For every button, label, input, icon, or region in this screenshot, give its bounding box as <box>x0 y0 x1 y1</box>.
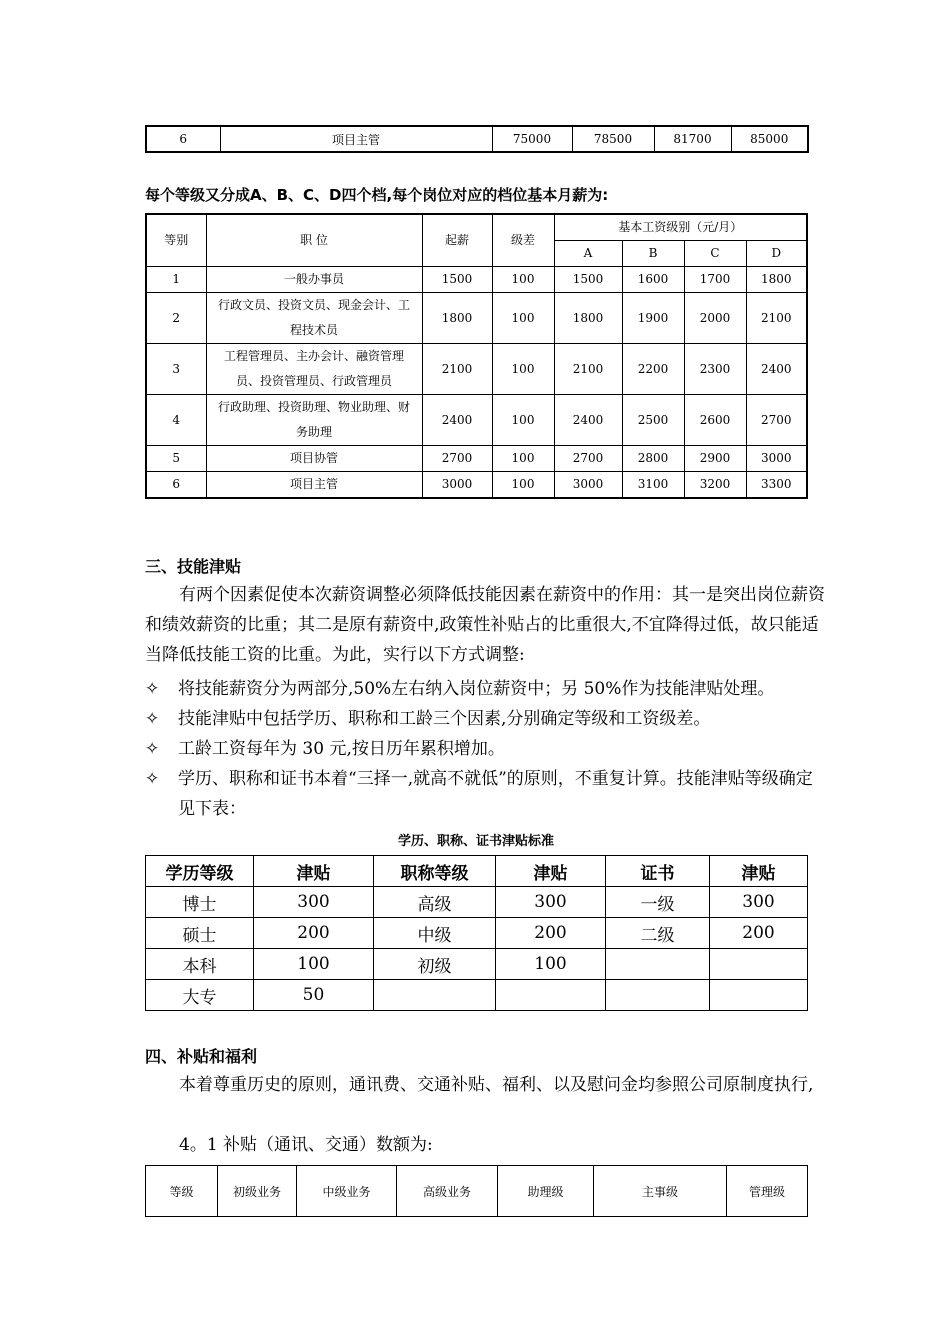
cell-start: 2100 <box>422 344 492 395</box>
table-cell: 50 <box>254 980 374 1011</box>
cell-grade: 3 <box>146 344 206 395</box>
cell-a: 2400 <box>554 395 622 446</box>
table-cell: 100 <box>496 949 606 980</box>
table-row <box>146 267 807 293</box>
cell-start: 1500 <box>422 267 492 293</box>
table-cell: 200 <box>710 918 808 949</box>
table-cell: 博士 <box>146 887 254 918</box>
cell-d: 1800 <box>746 267 807 293</box>
table-cell <box>496 980 606 1011</box>
cell-a: 3000 <box>554 472 622 499</box>
paragraph: 有两个因素促使本次薪资调整必须降低技能因素在薪资中的作用：其一是突出岗位薪资和绩效薪资的比重；其二是原有薪资中,政策性补贴占的比重很大,不宜降得过低，故只能适当降低技能工资的比重。为此，实行以下方式调整: <box>145 585 825 665</box>
cell-position: 项目协管 <box>206 446 422 472</box>
header-cell: 学历等级 <box>146 856 254 887</box>
cell-c: 2600 <box>684 395 746 446</box>
table-cell: 85000 <box>731 126 808 152</box>
table-row <box>146 446 807 472</box>
table-cell: 初级 <box>374 949 496 980</box>
cell-diff: 100 <box>492 472 554 499</box>
table-cell: 200 <box>254 918 374 949</box>
cell-grade: 1 <box>146 267 206 293</box>
table-cell <box>606 980 710 1011</box>
header-a: A <box>554 241 622 267</box>
list-item <box>145 764 825 819</box>
header-cell: 津贴 <box>710 856 808 887</box>
cell-c: 2300 <box>684 344 746 395</box>
list-item <box>145 734 825 764</box>
salary-table-continuation <box>145 125 809 153</box>
cell-d: 2400 <box>746 344 807 395</box>
cell-c: 2900 <box>684 446 746 472</box>
section-heading-skill-allowance: 三、技能津贴 <box>145 557 242 576</box>
sub-heading: 4。1 补贴（通讯、交通）数额为: <box>179 1135 433 1155</box>
table-cell: 300 <box>254 887 374 918</box>
header-c: C <box>684 241 746 267</box>
header-cell: 津贴 <box>254 856 374 887</box>
cell-start: 2400 <box>422 395 492 446</box>
cell-c: 3200 <box>684 472 746 499</box>
header-b: B <box>622 241 684 267</box>
list-item-text: 工龄工资每年为 30 元,按日历年累积增加。 <box>178 739 505 759</box>
table-cell: 大专 <box>146 980 254 1011</box>
cell-position: 工程管理员、主办会计、融资管理员、投资管理员、行政管理员 <box>206 344 422 395</box>
table-cell: 100 <box>254 949 374 980</box>
table-row <box>146 395 807 446</box>
header-d: D <box>746 241 807 267</box>
monthly-salary-table <box>145 213 808 499</box>
table-header-row <box>146 214 807 241</box>
cell-grade: 6 <box>146 472 206 499</box>
header-cell: 高级业务 <box>397 1166 498 1217</box>
cell-start: 3000 <box>422 472 492 499</box>
subsidy-table <box>145 1165 808 1217</box>
header-cell: 初级业务 <box>218 1166 297 1217</box>
table-cell: 中级 <box>374 918 496 949</box>
header-position: 职 位 <box>206 214 422 267</box>
table-header-row <box>146 856 808 887</box>
cell-b: 2500 <box>622 395 684 446</box>
table-row <box>146 126 808 152</box>
cell-d: 2700 <box>746 395 807 446</box>
list-item <box>145 704 825 734</box>
table-cell <box>606 949 710 980</box>
cell-d: 3000 <box>746 446 807 472</box>
cell-start: 1800 <box>422 293 492 344</box>
table-row <box>146 293 807 344</box>
cell-a: 1800 <box>554 293 622 344</box>
cell-diff: 100 <box>492 344 554 395</box>
cell-b: 1900 <box>622 293 684 344</box>
diamond-icon: ✧ <box>145 709 160 729</box>
table-cell: 200 <box>496 918 606 949</box>
list-item-text: 学历、职称和证书本着“三择一,就高不就低”的原则，不重复计算。技能津贴等级确定见下表： <box>178 769 813 819</box>
cell-grade: 4 <box>146 395 206 446</box>
cell-c: 1700 <box>684 267 746 293</box>
cell-a: 1500 <box>554 267 622 293</box>
header-cell: 等级 <box>146 1166 218 1217</box>
list-item-text: 技能津贴中包括学历、职称和工龄三个因素,分别确定等级和工资级差。 <box>178 709 711 729</box>
table-row <box>146 344 807 395</box>
table-cell: 项目主管 <box>220 126 492 152</box>
cell-position: 一般办事员 <box>206 267 422 293</box>
cell-b: 2200 <box>622 344 684 395</box>
table-header-row <box>146 1166 808 1217</box>
table-cell <box>710 949 808 980</box>
cell-c: 2000 <box>684 293 746 344</box>
table-cell <box>710 980 808 1011</box>
table-cell: 75000 <box>492 126 572 152</box>
table-row <box>146 472 807 499</box>
cell-grade: 5 <box>146 446 206 472</box>
header-grade: 等别 <box>146 214 206 267</box>
table-cell: 硕士 <box>146 918 254 949</box>
header-cell: 中级业务 <box>297 1166 397 1217</box>
table-cell: 本科 <box>146 949 254 980</box>
table-row <box>146 918 808 949</box>
table-cell: 6 <box>146 126 220 152</box>
cell-grade: 2 <box>146 293 206 344</box>
cell-diff: 100 <box>492 395 554 446</box>
table-cell: 81700 <box>654 126 731 152</box>
table-cell <box>374 980 496 1011</box>
header-diff: 级差 <box>492 214 554 267</box>
table-row <box>146 887 808 918</box>
cell-a: 2700 <box>554 446 622 472</box>
cell-diff: 100 <box>492 446 554 472</box>
cell-diff: 100 <box>492 293 554 344</box>
cell-position: 项目主管 <box>206 472 422 499</box>
diamond-icon: ✧ <box>145 739 160 759</box>
table-cell: 二级 <box>606 918 710 949</box>
list-item <box>145 674 825 704</box>
table-cell: 300 <box>496 887 606 918</box>
cell-d: 2100 <box>746 293 807 344</box>
header-cell: 助理级 <box>498 1166 594 1217</box>
header-cell: 证书 <box>606 856 710 887</box>
cell-d: 3300 <box>746 472 807 499</box>
table-cell: 78500 <box>572 126 654 152</box>
cell-position: 行政助理、投资助理、物业助理、财务助理 <box>206 395 422 446</box>
cell-b: 1600 <box>622 267 684 293</box>
table-row <box>146 949 808 980</box>
header-base-group: 基本工资级别（元/月） <box>554 214 807 241</box>
header-cell: 津贴 <box>496 856 606 887</box>
diamond-icon: ✧ <box>145 679 160 699</box>
intro-line: 每个等级又分成A、B、C、D四个档,每个岗位对应的档位基本月薪为: <box>145 186 609 204</box>
cell-start: 2700 <box>422 446 492 472</box>
cell-a: 2100 <box>554 344 622 395</box>
diamond-icon: ✧ <box>145 769 160 789</box>
table-row <box>146 980 808 1011</box>
table-cell: 300 <box>710 887 808 918</box>
table-caption: 学历、职称、证书津贴标准 <box>397 834 554 849</box>
cell-b: 2800 <box>622 446 684 472</box>
section-heading-subsidy-welfare: 四、补贴和福利 <box>145 1047 258 1066</box>
header-cell: 管理级 <box>727 1166 808 1217</box>
table-cell: 一级 <box>606 887 710 918</box>
header-cell: 职称等级 <box>374 856 496 887</box>
cell-position: 行政文员、投资文员、现金会计、工程技术员 <box>206 293 422 344</box>
list-item-text: 将技能薪资分为两部分,50%左右纳入岗位薪资中；另 50%作为技能津贴处理。 <box>178 679 775 699</box>
table-cell: 高级 <box>374 887 496 918</box>
paragraph: 本着尊重历史的原则，通讯费、交通补贴、福利、以及慰问金均参照公司原制度执行, <box>179 1075 814 1095</box>
cell-b: 3100 <box>622 472 684 499</box>
header-start: 起薪 <box>422 214 492 267</box>
cell-diff: 100 <box>492 267 554 293</box>
header-cell: 主事级 <box>594 1166 727 1217</box>
allowance-standard-table <box>145 855 808 1011</box>
